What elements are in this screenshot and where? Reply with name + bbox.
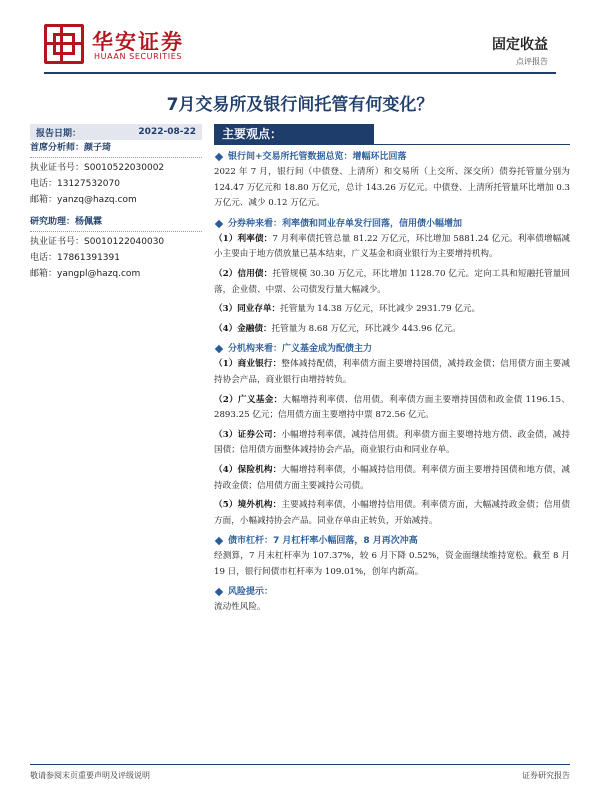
section-heading: 债市杠杆：7 月杠杆率小幅回落，8 月再次冲高 — [214, 533, 570, 549]
sidebar — [30, 124, 202, 282]
diamond-bullet-icon — [215, 345, 223, 353]
logo-icon — [44, 24, 84, 64]
paragraph: （2）信用债：托管规模 30.30 万亿元，环比增加 1128.70 亿元。定向工具和短融托管量回落，企业债、中票、公司债发行量大幅减少。 — [214, 268, 570, 295]
report-type: 点评报告 — [516, 57, 548, 66]
footer-disclaimer: 敬请参阅末页重要声明及评级说明 — [30, 771, 150, 780]
paragraph: 2022 年 7 月，银行间（中债登、上清所）和交易所（上交所、深交所）债券托管量分别为 124.47 万亿元和 18.80 万亿元，总计 143.26 万亿元。中债登、上清所托管量环比增加 0.3 万亿元、减少 0.12 万亿元。 — [214, 167, 570, 209]
report-date-value: 2022-08-22 — [138, 127, 196, 137]
paragraph: （3）证券公司：小幅增持利率债，减持信用债。利率债方面主要增持地方债、政金债，减持国债；信用债方面整体减持协会产品，商业银行由和同业存单。 — [214, 429, 570, 456]
footer-divider — [30, 764, 570, 765]
report-header — [0, 0, 600, 76]
diamond-bullet-icon — [215, 537, 223, 545]
analyst-role: 首席分析师：颜子琦 — [30, 140, 202, 158]
assistant-email: 邮箱：yangpl@hazq.com — [30, 269, 141, 279]
assistant-license: 执业证书号：S0010122040030 — [30, 237, 165, 247]
logo-english: HUAAN SECURITIES — [94, 52, 183, 61]
paragraph: （2）广义基金：大幅增持利率债、信用债。利率债方面主要增持国债和政金债 1196.15、2893.25 亿元；信用债方面主要增持中票 872.56 亿元。 — [214, 394, 570, 421]
diamond-bullet-icon — [215, 220, 223, 228]
paragraph: 流动性风险。 — [214, 602, 266, 613]
header-divider — [44, 72, 556, 74]
report-date-bar — [30, 124, 202, 140]
report-category: 固定收益 — [492, 37, 548, 53]
section-heading: 银行间+交易所托管数据总览：增幅环比回落 — [214, 149, 570, 165]
assistant-role: 研究助理：杨佩霖 — [30, 214, 202, 232]
section-heading: 分券种来看：利率债和同业存单发行回落，信用债小幅增加 — [214, 216, 570, 232]
paragraph: （5）境外机构：主要减持利率债，小幅增持信用债。利率债方面，大幅减持政金债；信用债方面，小幅减持协会产品。同业存单由正转负，开始减持。 — [214, 500, 570, 526]
footer-label: 证券研究报告 — [522, 771, 570, 780]
analyst-email: 邮箱：yanzq@hazq.com — [30, 195, 137, 205]
logo-text: 华安证券 — [92, 30, 184, 54]
main-heading: 主要观点： — [214, 124, 374, 144]
analyst-license: 执业证书号：S0010522030002 — [30, 163, 165, 173]
paragraph: （4）保险机构：大幅增持利率债，小幅减持信用债。利率债方面主要增持国债和地方债，减持政金债；信用债方面主要减持公司债。 — [214, 464, 570, 491]
main-heading-divider — [214, 144, 570, 145]
analyst-phone: 电话：13127532070 — [30, 179, 120, 189]
paragraph: （1）商业银行：整体减持配债，利率债方面主要增持国债，减持政金债；信用债方面主要减持协会产品，商业银行由增持转负。 — [214, 359, 570, 385]
paragraph: 经测算，7 月末杠杆率为 107.37%，较 6 月下降 0.52%，资金面继续维持宽松。截至 8 月 19 日，银行间债市杠杆率为 109.01%，创年内新高。 — [214, 551, 570, 577]
diamond-bullet-icon — [215, 153, 223, 161]
paragraph: （4）金融债：托管量为 8.68 万亿元，环比减少 443.96 亿元。 — [214, 323, 461, 334]
paragraph: （1）利率债：7 月利率债托管总量 81.22 万亿元，环比增加 5881.24 亿元。利率债增幅减小主要由于地方债放量已基本结束，广义基金和商业银行为主要增持机构。 — [214, 233, 570, 260]
paragraph: （3）同业存单：托管量为 14.38 万亿元，环比减少 2931.79 亿元。 — [214, 304, 481, 315]
section-heading: 分机构来看：广义基金成为配债主力 — [214, 341, 570, 357]
report-date-label: 报告日期： — [36, 128, 82, 139]
diamond-bullet-icon — [215, 588, 223, 596]
page-title: 7月交易所及银行间托管有何变化？ — [166, 95, 434, 115]
assistant-phone: 电话：17861391391 — [30, 253, 120, 263]
section-heading: 风险提示： — [214, 584, 570, 600]
main-content — [214, 124, 570, 616]
